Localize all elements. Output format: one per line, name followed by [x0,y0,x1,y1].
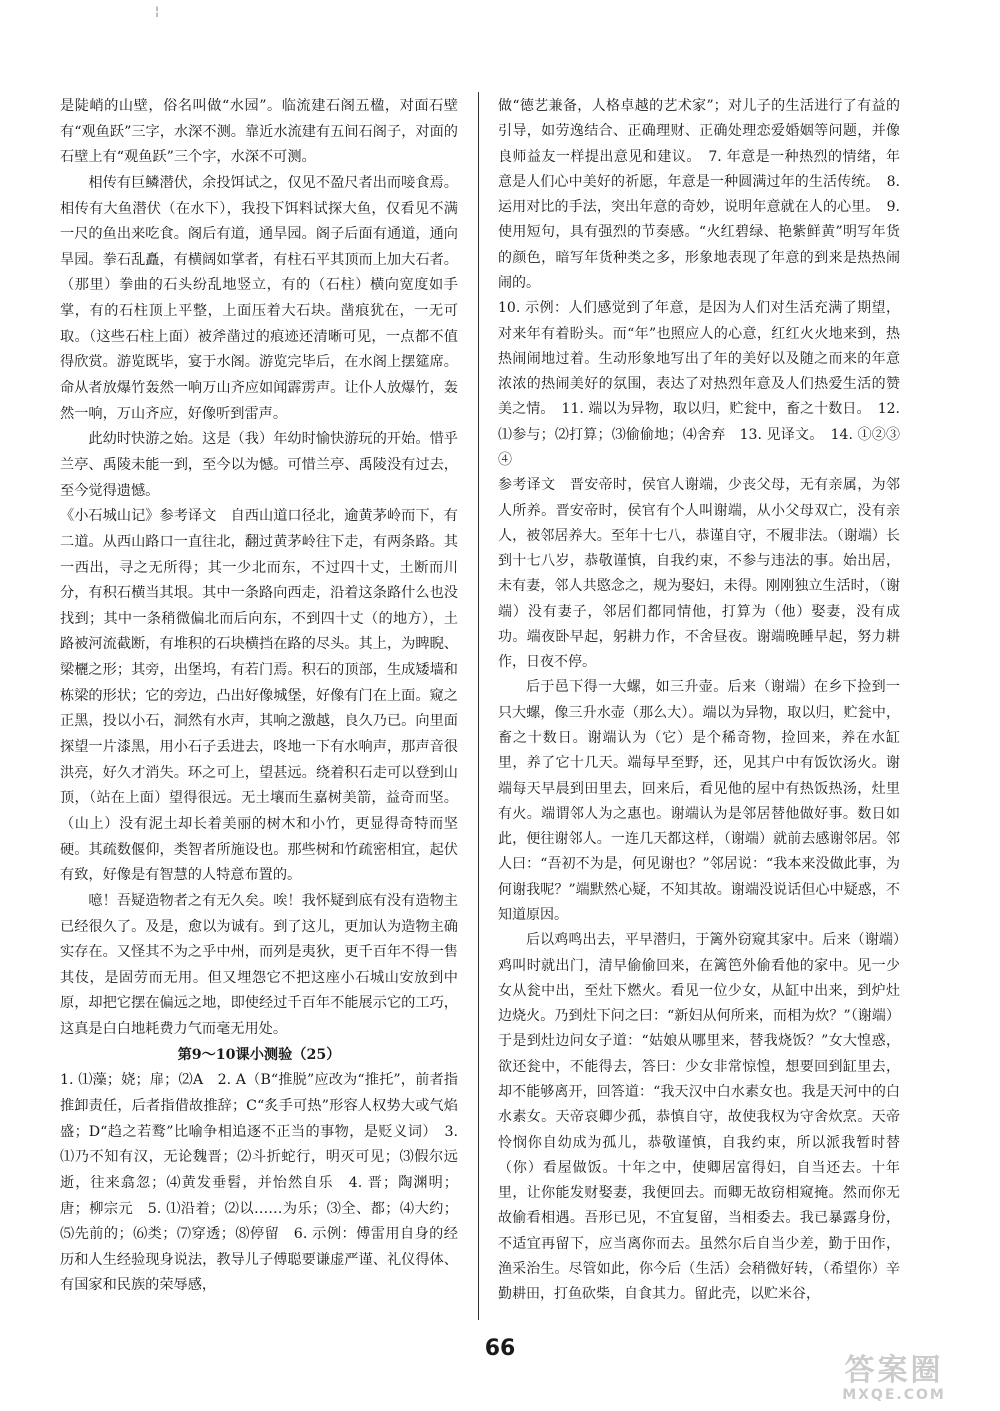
right-paragraph-2: 10. 示例：人们感觉到了年意，是因为人们对生活充满了期望，对来年有着盼头。而“年”也照应人的心意，红红火火地来到，热热闹闹地过着。生动形象地写出了年的美好以及随之而来的年意浓浓的热闹美好的氛围，表达了对热烈年意及人们热爱生活的赞美之情。 11. 端以为异物，取以归，贮瓮中，畜之十数日。 12. ⑴参与；⑵打算；⑶偷偷地；⑷舍弃 13. 见译文。 14. ①②③④ [498,300,900,468]
watermark-sub-text: MXQE.COM [842,1387,946,1403]
right-paragraph-3: 参考译文 晋安帝时，侯官人谢端，少丧父母，无有亲属，为邻人所养。晋安帝时，侯官有个人叫谢端，从小父母双亡，没有亲人，被邻居养大。至年十七八，恭谨自守，不履非法。（谢端）长到十七八岁，恭敬谨慎，自我约束，不参与违法的事。始出居，未有妻，邻人共愍念之，规为娶妇，未得。刚刚独立生活时，（谢端）没有妻子，邻居们都同情他，打算为（他）娶妻，没有成功。端夜卧早起，躬耕力作，不舍昼夜。谢端晚睡早起，努力耕作，日夜不停。 [498,477,900,671]
page-number: 66 [484,1336,516,1361]
right-paragraph-4: 后于邑下得一大螺，如三升壶。后来（谢端）在乡下捡到一只大螺，像三升水壶（那么大）。端以为异物，取以归，贮瓮中，畜之十数日。谢端认为（它）是个稀奇物，捡回来，养在水缸里，养了它十几天。端每早至野，还，见其户中有饭饮汤火。谢端每天早晨到田里去，回来后，看见他的屋中有热饭热汤，灶里有火。端谓邻人为之惠也。谢端认为是邻居替他做好事。数日如此，便往谢邻人。一连几天都这样，（谢端）就前去感谢邻居。邻人曰：“吾初不为是，何见谢也？”邻居说：“我本来没做此事，为何谢我呢？”端默然心疑，不知其故。谢端没说话但心中疑惑，不知道原因。 [498,679,900,923]
left-paragraph-2: 相传有巨鳞潜伏，余投饵试之，仅见不盈尺者出而唼食焉。相传有大鱼潜伏（在水下），我投下饵料试探大鱼，仅看见不满一尺的鱼出来吃食。阁后有道，通旱园。阁子后面有通道，通向旱园。拳石乱矗，有横阔如掌者，有柱石平其顶而上加大石者。（那里）拳曲的石头纷乱地竖立，有的（石柱）横向宽度如手掌，有的石柱顶上平整，上面压着大石块。凿痕犹在，一无可取。（这些石柱上面）被斧凿过的痕迹还清晰可见，一点都不值得欣赏。游览既毕，宴于水阁。游览完毕后，在水阁上摆筵席。命从者放爆竹轰然一响万山齐应如闻霹雳声。让仆人放爆竹，轰然一响，万山齐应，好像听到雷声。 [60,174,458,422]
section-title: 第9～10课小测验（25） [177,1046,341,1063]
left-paragraph-1: 是陡峭的山壁，俗名叫做“水园”。临流建石阁五楹，对面石壁有“观鱼跃”三字，水深不测。靠近水流建有五间石阁子，对面的石壁上有“观鱼跃”三个字，水深不可测。 [60,98,458,166]
right-column [498,94,900,1308]
left-paragraph-3: 此幼时快游之始。这是（我）年幼时愉快游玩的开始。惜乎兰亭、禹陵未能一到，至今以为憾。可惜兰亭、禹陵没有过去，至今觉得遗憾。 [60,431,458,499]
right-paragraph-1: 做“德艺兼备，人格卓越的艺术家”；对儿子的生活进行了有益的引导，如劳逸结合、正确理财、正确处理恋爱婚姻等问题，并像良师益友一样提出意见和建议。 7. 年意是一种热烈的情绪，年意是人们心中美好的祈愿，年意是一种圆满过年的生活传统。 8. 运用对比的手法，突出年意的奇妙，说明年意就在人的心里。 9. 使用短句，具有强烈的节奏感。“火红碧绿、艳紫鲜黄”明写年货的颜色，暗写年货种类之多，形象地表现了年意的到来是热热闹闹的。 [498,98,900,291]
left-paragraph-5: 噫！吾疑造物者之有无久矣。唉！我怀疑到底有没有造物主已经很久了。及是，愈以为诚有。到了这儿，更加认为造物主确实存在。又怪其不为之乎中州，而列是夷狄，更千百年不得一售其伎，是固劳而无用。但又埋怨它不把这座小石城山安放到中原，却把它摆在偏远之地，即使经过千百年不能展示它的工巧，这真是白白地耗费力气而毫无用处。 [60,892,458,1038]
left-paragraph-4: 《小石城山记》参考译文 自西山道口径北，逾黄茅岭而下，有二道。从西山路口一直往北，翻过黄茅岭往下走，有两条路。其一西出，寻之无所得；其一少北而东，不过四十丈，土断而川分，有积石横当其垠。其中一条路向西走，沿着这条路什么也没找到；其中一条稍微偏北而后向东，不到四十丈（的地方），土路被河流截断，有堆积的石块横挡在路的尽头。其上，为睥睨、梁欐之形；其旁，出堡坞，有若门焉。积石的顶部，生成矮墙和栋梁的形状；它的旁边，凸出好像城堡，好像有门在上面。窥之正黑，投以小石，洞然有水声，其响之激越，良久乃已。向里面探望一片漆黑，用小石子丢进去，咚地一下有水响声，那声音很洪亮，好久才消失。环之可上，望甚远。绕着积石走可以登到山顶，（站在上面）望得很远。无土壤而生嘉树美箭，益奇而坚。（山上）没有泥土却长着美丽的树木和小竹，更显得奇特而坚硬。其疏数偃仰，类智者所施设也。那些树和竹疏密相宜，起伏有致，好像是有智慧的人特意布置的。 [60,508,458,884]
left-column [60,94,458,1299]
watermark-main-text: 答案圈 [844,1353,944,1388]
scan-mark: ¦ [155,4,160,18]
watermark-logo [810,1352,978,1406]
column-divider [478,92,479,1320]
right-paragraph-5: 后以鸡鸣出去，平早潜归，于篱外窃窥其家中。后来（谢端）鸡叫时就出门，清早偷偷回来，在篱笆外偷看他的家中。见一少女从瓮中出，至灶下燃火。看见一位少女，从缸中出来，到炉灶边烧火。乃到灶下问之曰：“新妇从何所来，而相为炊？”（谢端）于是到灶边问女子道：“姑娘从哪里来，替我烧饭？”女大惶惑，欲还瓮中，不能得去，答曰：少女非常惊惶，想要回到缸里去，却不能够离开，回答道：“我天汉中白水素女也。我是天河中的白水素女。天帝哀卿少孤，恭慎自守，故使我权为守舍炊烹。天帝怜悯你自幼成为孤儿，恭敬谨慎，自我约束，所以派我暂时替（你）看屋做饭。十年之中，使卿居富得妇，自当还去。十年里，让你能发财娶妻，我便回去。而卿无故窃相窥掩。然而你无故偷看相遇。吾形已见，不宜复留，当相委去。我已暴露身份，不适宜再留下，应当离你而去。虽然尔后自当少差，勤于田作，渔采治生。尽管如此，你今后（生活）会稍微好转，（希望你）辛勤耕田，打鱼砍柴，自食其力。留此壳，以贮米谷， [498,932,900,1303]
left-paragraph-6: 1. ⑴藻；娆；扉；⑵A 2. A（B“推脱”应改为“推托”，前者指推卸责任，后者指借故推辞；C“炙手可热”形容人权势大或气焰盛；D“趋之若鹜”比喻争相追逐不正当的事物，是贬义词） 3. ⑴乃不知有汉，无论魏晋；⑵斗折蛇行，明灭可见；⑶假尔远逝，往来翕忽；⑷黄发垂髫，并怡然自乐 4. 晋；陶渊明；唐；柳宗元 5. ⑴沿着；⑵以……为乐；⑶全、都；⑷大约；⑸先前的；⑹类；⑺穿透；⑻停留 6. 示例：傅雷用自身的经历和人生经验现身说法，教导儿子傅聪要谦虚严谨、礼仪得体、有国家和民族的荣辱感， [60,1072,458,1294]
